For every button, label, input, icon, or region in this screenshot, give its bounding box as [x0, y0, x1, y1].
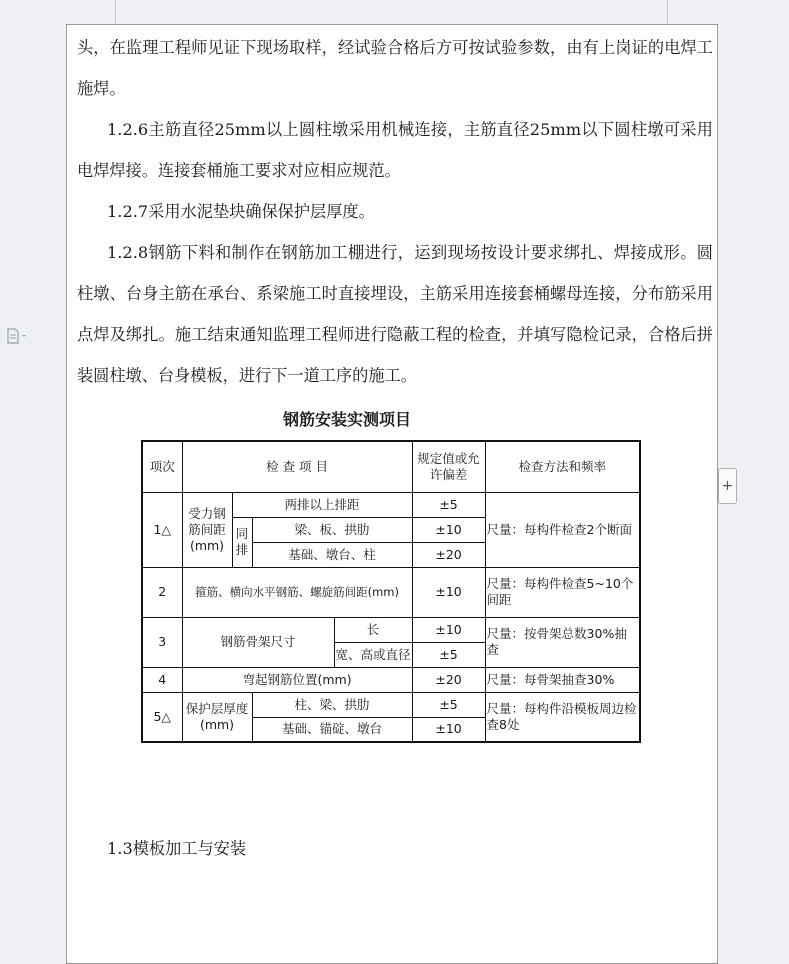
row1-tol-a: ±5: [412, 492, 485, 517]
table-header-row: [142, 441, 640, 492]
row1-method: 尺量：每构件检查2个断面: [485, 492, 640, 567]
table-row: [142, 692, 640, 717]
row2-no: 2: [142, 567, 182, 617]
row3-tol-a: ±10: [412, 617, 485, 642]
row3-item-b: 宽、高或直径: [334, 642, 412, 667]
paragraph-1-2-7: 1.2.7采用水泥垫块确保保护层厚度。: [107, 202, 375, 221]
paragraph-1: 头，在监理工程师见证下现场取样，经试验合格后方可按试验参数，由有上岗证的电焊工施焊。: [77, 38, 713, 98]
header-item: 检 查 项 目: [182, 441, 412, 492]
row1-tol-c: ±20: [412, 542, 485, 567]
row1-item-a: 两排以上排距: [232, 492, 412, 517]
row5-method: 尺量：每构件沿模板周边检查8处: [485, 692, 640, 742]
row1-item-b: 梁、板、拱肋: [252, 517, 412, 542]
header-method: 检查方法和频率: [485, 441, 640, 492]
row3-method: 尺量：按骨架总数30%抽查: [485, 617, 640, 667]
row1-no: 1△: [142, 492, 182, 567]
rebar-inspection-table: [141, 440, 641, 743]
table-row: [142, 492, 640, 517]
row1-group: 受力钢筋间距(mm): [182, 492, 232, 567]
row3-tol-b: ±5: [412, 642, 485, 667]
margin-guide-right: [667, 0, 668, 24]
row4-method: 尺量：每骨架抽查30%: [485, 667, 640, 692]
row1-tol-b: ±10: [412, 517, 485, 542]
add-button[interactable]: +: [718, 468, 737, 504]
table-row: [142, 617, 640, 642]
document-page: [66, 24, 718, 964]
row1-sub-same: 同排: [232, 517, 252, 567]
document-dropdown-icon[interactable]: [6, 328, 28, 344]
header-no: 项次: [142, 441, 182, 492]
row5-item-b: 基础、锚碇、墩台: [252, 717, 412, 742]
row3-no: 3: [142, 617, 182, 667]
table-row: [142, 567, 640, 617]
row5-group: 保护层厚度(mm): [182, 692, 252, 742]
section-heading-1-3: 1.3模板加工与安装: [107, 839, 247, 858]
row3-group: 钢筋骨架尺寸: [182, 617, 334, 667]
paragraph-1-2-8: 1.2.8钢筋下料和制作在钢筋加工棚进行，运到现场按设计要求绑扎、焊接成形。圆柱墩、台身主筋在承台、系梁施工时直接埋设，主筋采用连接套桶螺母连接，分布筋采用点焊及绑扎。施工结束通知监理工程师进行隐蔽工程的检查，并填写隐检记录，合格后拼装圆柱墩、台身模板，进行下一道工序的施工。: [77, 243, 713, 385]
table-row: [142, 667, 640, 692]
row5-no: 5△: [142, 692, 182, 742]
row2-tol: ±10: [412, 567, 485, 617]
row1-item-c: 基础、墩台、柱: [252, 542, 412, 567]
paragraph-1-2-6: 1.2.6主筋直径25mm以上圆柱墩采用机械连接，主筋直径25mm以下圆柱墩可采用电焊焊接。连接套桶施工要求对应相应规范。: [77, 120, 713, 180]
header-tolerance: 规定值或允许偏差: [412, 441, 485, 492]
table-title: 钢筋安装实测项目: [282, 410, 411, 429]
row5-item-a: 柱、梁、拱肋: [252, 692, 412, 717]
row2-method: 尺量：每构件检查5~10个间距: [485, 567, 640, 617]
row3-item-a: 长: [334, 617, 412, 642]
row4-no: 4: [142, 667, 182, 692]
row2-item: 箍筋、横向水平钢筋、螺旋筋间距(mm): [182, 567, 412, 617]
row5-tol-a: ±5: [412, 692, 485, 717]
row4-item: 弯起钢筋位置(mm): [182, 667, 412, 692]
row5-tol-b: ±10: [412, 717, 485, 742]
margin-guide-left: [115, 0, 116, 24]
row4-tol: ±20: [412, 667, 485, 692]
